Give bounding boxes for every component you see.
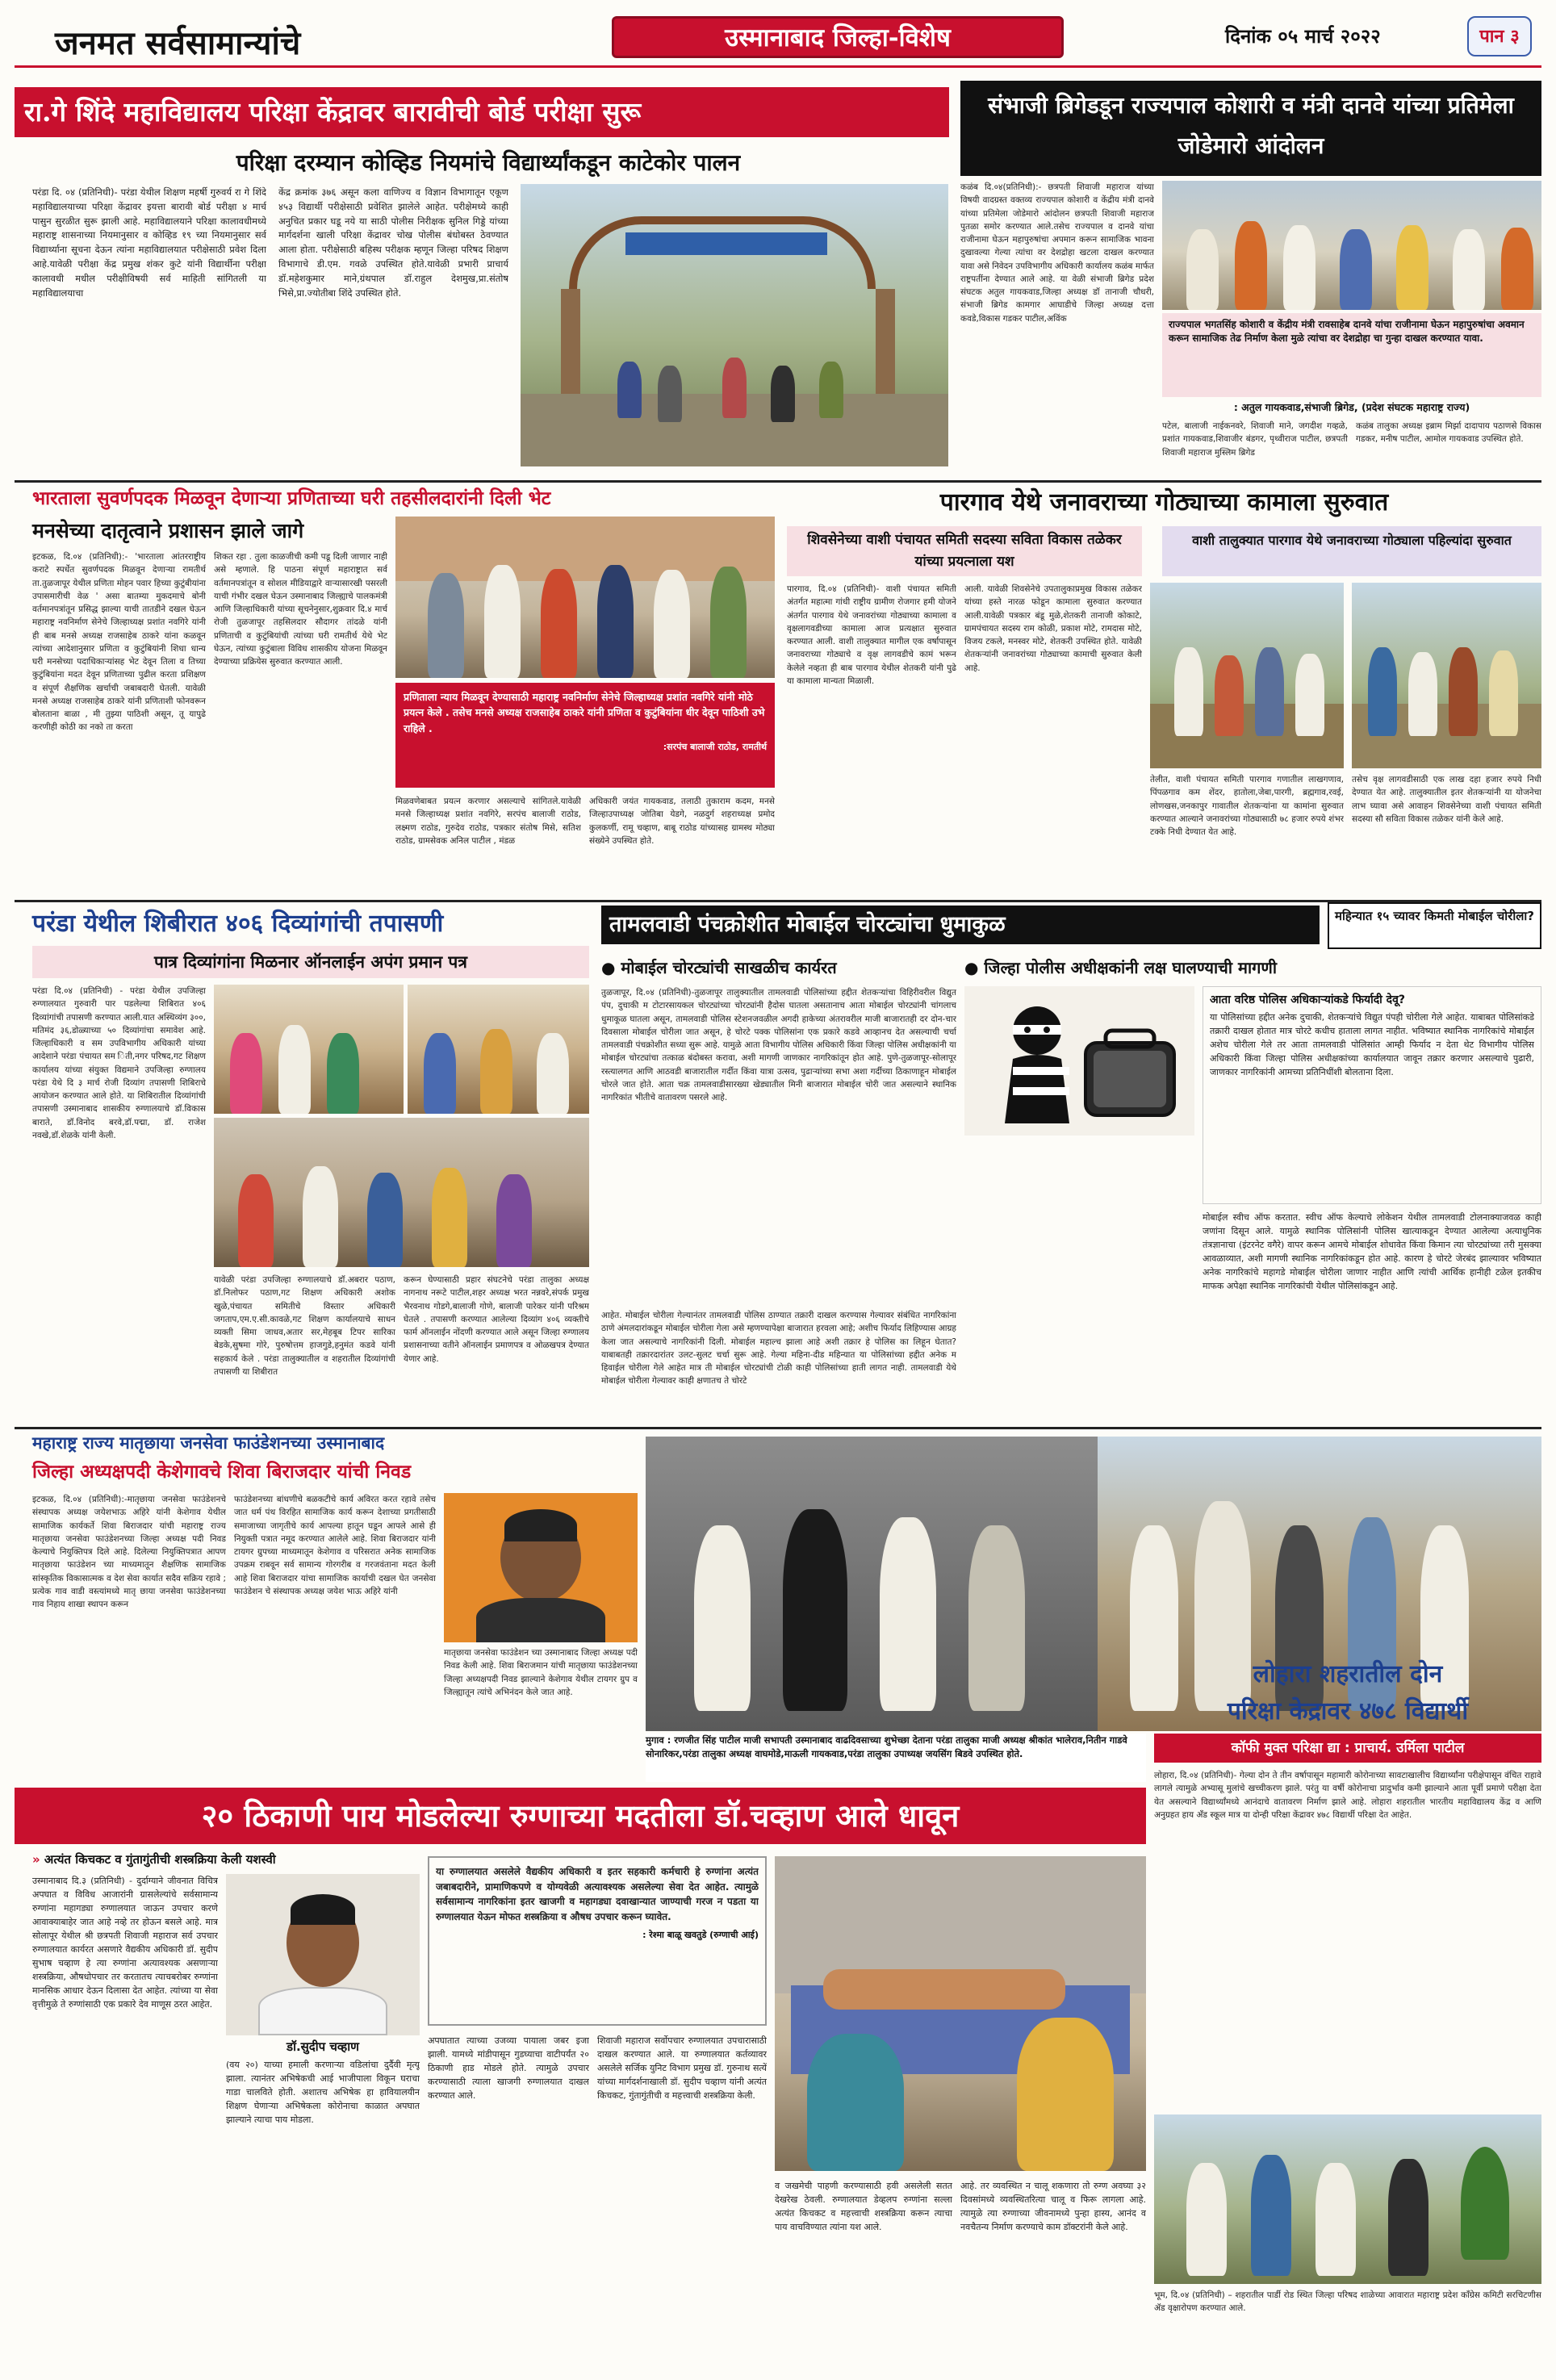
story3-credit: :सरपंच बालाजी राठोड, रामतीर्थ [663,742,767,753]
story1-subhead: परिक्षा दरम्यान कोव्हिड नियमांचे विद्यार्थ्यांकडून काटेकोर पालन [236,149,741,176]
story5-subhead: पात्र दिव्यांगांना मिळनार ऑनलाईन अपंग प्रमान पत्र [154,952,467,972]
story3-caption-box [395,683,775,788]
story6-box-title: आता वरिष्ठ पोलिस अधिकाऱ्यांकडे फिर्यादी देवू? [1210,993,1406,1006]
story7-portrait [444,1493,638,1642]
story3-photo-visit [395,517,775,678]
divider-2 [15,900,1541,902]
story1-photo-exam-gate [521,184,948,466]
story4-col2: आली. यावेळी शिवसेनेचे उपतालुकाप्रमुख विकास तळेकर यांच्या हस्ते नारळ फोडून कामाला सुरुवात करण्यात आली.यावेळी पत्रकार बंडू मुळे,शेतकरी तानाजी कोकाटे, ग्रामपंचायत सदस्य राम कोळी, प्रकाश मोटे, रामदास मोटे, विजय टकले, मनस्वर मोटे, शेतकरी उपस्थित होते. यावेळी शेतकऱ्यांनी जनावरांच्या गोठ्याच्या कामाची सुरुवात केली आहे. [964,584,1142,673]
story5-photo-camp-1 [214,985,404,1114]
story4-photo-right [1352,583,1541,768]
story2-quote: : अतुल गायकवाड,संभाजी ब्रिगेड, (प्रदेश संघटक महाराष्ट्र राज्य) [1233,401,1470,413]
story2-headline-text: संभाजी ब्रिगेडडून राज्यपाल कोशारी व मंत्री दानवे यांच्या प्रतिमेला जोडेमारो आंदोलन [988,92,1514,159]
story3-col2: शिकत रहा . तुला काळजीची कमी पडू दिली जाणार नाही असे म्हणाले. हि पाठना संपूर्ण महाराष्ट्रात सर्व वर्तमानपत्रांतून व सोशल मीडियाद्वारे वाऱ्यासारखी पसरली याची गंभीर दखल घेऊन उस्मानाबाद जिल्ह्याचे पालकमंत्री आणि जिल्हाधिकारी यांच्या सूचनेनुसार,शुक्रवार दि.४ मार्च रोजी तुळजापूर तहसिलदार सौदागर तांदळे यांनी प्रणिताची व कुटुंबियांची त्यांच्या घरी रामतीर्थ येथे भेट घेऊन, त्यांच्या कुटुंबाला विविध शासकीय योजना मिळवून देण्याच्या प्रक्रियेस सुरुवात करण्यात आली. [214,552,387,667]
story1-col1: परंडा दि. ०४ (प्रतिनिधी)- परंडा येथील शिक्षण महर्षी गुरुवर्य रा गे शिंदे महाविद्यालयाच्या परिक्षा केंद्रावर इयत्ता बारावी बोर्ड परीक्षा ४ मार्च पासुन सुरळीत सुरू झाली आहे. महाविद्यालयाने परिक्षा कालावधीमध्ये महाराष्ट्र शासनाच्या नियमानुसार व कोव्हिड १९ च्या नियमानुसार सर्व विद्यार्थ्याना सूचना देऊन त्यांना महाविद्यालयात परीक्षेसाठी प्रवेश दिला आहे.यावेळी परीक्षा केंद्र प्रमुख शंकर कुटे यांनी विद्यार्थीना परीक्षा कालावधी मधील परीक्षीविषयी सर्व माहिती सांगितली या महाविद्यालयाचा [32,186,266,299]
story9-kicker [32,1851,420,1868]
story9-col2: (वय २०) याच्या हमाली करणाऱ्या वडिलांचा दुर्दैवी मृत्यू झाला. त्यानंतर अभिषेकची आई भाजीपाला विकून घराचा गाडा चालविते होती. अशातच अभिषेक हा हावियालयीन शिक्षण घेणाऱ्या अभिषेकला कोरोनाचा काळात अपघात झाल्याने त्याचा पाय मोडला. [226,2060,420,2126]
divider-1 [15,480,1541,483]
story9-box-credit: : रेश्मा बाळू खवतुडे (रुग्णाची आई) [642,1930,759,1941]
story6-thief-illustration [964,986,1194,1136]
story9-box [428,1856,767,2026]
divider-3 [15,1427,1541,1429]
story8-col: लोहारा, दि.०४ (प्रतिनिधी)- गेल्या दोन ते तीन वर्षापासून महामारी कोरोनाच्या सावटाखालीच विद्यार्थ्यांना परीक्षेपासून वंचित राहावे लागले त्यामुळे अभ्यासू मुलांचे खच्चीकरण झाले. परंतु या वर्षी कोरोनाचा प्रादुर्भाव कमी झाल्याने आता पूर्वी प्रमाणे परीक्षा देता येत असल्याने विद्यार्थ्यांमध्ये आनंदाचे वातावरण निर्माण झाले आहे. लोहारा शहरातील भारतीय महाविद्यालय केंद्र व आणि अनुग्रहत हाय अँड स्कूल मात्र या दोन्ही परिक्षा केंद्रावर ४७८ विद्यार्थी परिक्षा देत आहेत. [1154,1771,1541,1820]
story9-kicker-text: अत्यंत किचकट व गुंतागुंतीची शस्त्रक्रिया केली यशस्वी [44,1852,276,1867]
story7-col1: इटकळ, दि.०४ (प्रतिनिधी):-मातृछाया जनसेवा फाउंडेशनचे संस्थापक अध्यक्ष जयेशभाऊ अहिरे यांनी केशेगाव येथील सामाजिक कार्यकर्ते शिवा बिराजदार यांची महाराष्ट्र राज्य मातृछाया जनसेवा फाउंडेशनच्या जिल्हा अध्यक्ष पदी निवड केल्याचे नियुक्तिपत्र दिले आहे. दिलेल्या नियुक्तिपत्रात आपण मातृछाया फाउंडेशन च्या माध्यमातून शैक्षणिक सामाजिक सांस्कृतिक विकासात्मक व देश सेवा कार्यात सदैव सक्रिय रहावे ; प्रत्येक गाव वाडी वस्त्यांमध्ये मातृ छाया जनसेवा फाउंडेशनच्या गाव निहाय शाखा स्थापन करून [32,1495,226,1610]
story9-doctor-portrait [226,1874,420,2035]
story5-col3: करून घेण्यासाठी प्रहार संघटनेचे परंडा तालुका अध्यक्ष नागनाथ नरूटे पाटील,शहर अध्यक्ष भरत नन्नवरे,संपर्क प्रमुख भैरवनाथ गोडगे,बालाजी गोणे, बालाजी पारेकर यांनी परिश्रम घेतले . तपासणी करण्यात आलेल्या दिव्यांग ४०६ व्यक्तीचे फार्म ऑनलाईन नोंदणी करण्यात आले असून जिल्हा रुग्णालय प्रशासनाच्या वतीने ऑनलाईन प्रमाणपत्र व ओळखपत्र देण्यात येणार आहे. [404,1275,589,1364]
thief-icon [964,986,1194,1136]
story4-caption-right: तसेच वृक्ष लागवडीसाठी एक लाख दहा हजार रुपये निधी देण्यात येत आहे. तालुक्यातील इतर शेतकऱ्यांनी या योजनेचा लाभ घ्यावा असे आवाहन शिवसेनेच्या वाशी पंचायत समिती सदस्या सौ सविता विकास तळेकर यांनी केले आहे. [1352,775,1541,824]
story5-photo-camp-2 [408,985,589,1114]
story9-headline-text: २० ठिकाणी पाय मोडलेल्या रुग्णाच्या मदतीला डॉ.चव्हाण आले धावून [201,1797,960,1834]
story6-side-box [1328,902,1541,949]
story9-col1: उस्मानाबाद दि.३ (प्रतिनिधी) - दुर्दाग्याने जीवनात विचित्र अपघात व विविध आजारांनी ग्रासलेल्यांचे सर्वसामान्य रुग्णांना महागड्या रुग्णालयात जाऊन उपचार करणे आवाक्याबाहेर जात आहे नव्हे तर होऊन बसले आहे. मात्र सोलापूर येथील श्री छत्रपती शिवाजी महाराज सर्व उपचार रुग्णालयात कार्यरत असणारे वैद्यकीय अधिकारी डॉ. सुदीप सुभाष चव्हाण हे त्या रुग्णांना अत्यावश्यक असणाऱ्या शस्त्रक्रिया, औषधोपचार तर करतातच त्याचबरोबर रुग्णांना मानसिक आधार देऊन दिलासा देत आहेत. त्यांच्या या सेवा वृत्तीमुळे ते रुग्णांसाठी एक प्रकारे देव माणूस ठरत आहेत. [32,1876,218,2010]
masthead [15,8,1541,68]
story9-headline [15,1788,1146,1844]
story9-col3: अपघातात त्याच्या उजव्या पायाला जबर इजा झाली. यामध्ये मांडीपासून गुडघ्याचा वाटीपर्यंत २० ठिकाणी हाड मोडले होते. त्यामुळे उपचार करण्यासाठी त्याला खाजगी रुग्णालयात दाखल करण्यात आले. [428,2035,589,2102]
story6-col3: मोबाईल स्वीच ऑफ करतात. स्वीच ऑफ केल्याचे लोकेशन येथील तामलवाडी टोलनाक्याजवळ काही जणांना दिसून आले. यामुळे स्थानिक पोलिसांनी पोलिस खात्याकडून देण्यात आलेल्या अत्याधुनिक तंत्रज्ञानाचा (इंटरनेट वगैरे) वापर करून आमचे मोबाईल शोधावेत किंवा किमान त्या चोरट्यांच्या तरी मुसक्या आवळाव्यात, अशी मागणी स्थानिक नागरिकांकडून होत आहे. कारण हे चोरटे जेरबंद झाल्यावर भविष्यात अनेक नागरिकांचे महागडे मोबाईल चोरीला जाणार नाहीत आणि त्यांची आर्थिक हानीही टळेल इतकीच माफक अपेक्षा स्थानिक नागरिकांची येथील पोलिसांकडून आहे. [1203,1212,1541,1292]
story1-col2: केंद्र क्रमांक ३७६ असून कला वाणिज्य व विज्ञान विभागातून एकूण ४५३ विद्यार्थी परीक्षेसाठी प्रवेशित झालेले आहेत. परीक्षेमध्ये काही अनुचित प्रकार घडू नये या साठी पोलीस निरीक्षक सुनिल गिड्डे यांच्या मार्गदर्शना खाली परिक्षा केंद्रावर चोख पोलीस बंधोबस्त ठेवण्यात आला होता. परीक्षेसाठी बहिस्थ परीक्षक म्हणून जिल्हा परिषद शिक्षण विभागाचे डी.एम. गवळे उपस्थित होते.यावेळी प्रभारी प्राचार्य डॉ.महेशकुमार माने,ग्रंथपाल डॉ.राहुल देशमुख,प्रा.संतोष भिसे,प्रा.ज्योतीबा शिंदे उपस्थित होते. [278,186,508,299]
story6-headline-text: तामलवाडी पंचक्रोशीत मोबाईल चोरट्यांचा धुमाकुळ [609,912,1006,937]
story1-headline [15,87,949,137]
story6-box-text: या पोलिसांच्या हद्दीत अनेक दुचाकी, शेतकऱ्यांचे विद्युत पंपही चोरीला गेले आहेत. याबाबत पोलिसांकडे तक्रारी दाखल होतात मात्र चोरटे कधीच हाताला लागत नाहीत. भविष्यात स्थानिक नागरिकांचे मोबाईल अशेच चोरीला गेले तर आता तामलवाडी पोलिसांत आम्ही फिर्याद न देता थेट विभागीय पोलिस अधिकारी किंवा जिल्हा पोलिस अधीक्षकांच्या कार्यालयात जावून तक्रार करणार असल्याचे पुढारी, जाणकार नागरिकांनी आमच्या प्रतिनिधींशी बोलताना दिला. [1210,1012,1534,1078]
story2-photo-protest [1162,181,1541,310]
story3-subhead: मनसेच्या दातृत्वाने प्रशासन झाले जागे [32,519,304,542]
story2-caption: राज्यपाल भगतसिंह कोशारी व केंद्रीय मंत्री रावसाहेब दानवे यांचा राजीनामा घेऊन महापुरुषांचा अवमान करून सामाजिक तेढ निर्माण केला मुळे त्यांचा वर देशद्रोहा चा गुन्हा दाखल करण्यात यावा. [1169,319,1525,345]
story9-col4: शिवाजी महाराज सर्वोपचार रुग्णालयात उपचारासाठी दाखल करण्यात आले. या रुग्णालयात कर्तव्यावर असलेले सर्जिक युनिट विभाग प्रमुख डॉ. गुरुनाथ सत्यें यांच्या मार्गदर्शनाखाली डॉ. सुदीप चव्हाण यांनी अत्यंत किचकट, गुंतागुंतीची व महत्त्वाची शस्त्रक्रिया केली. [597,2035,767,2102]
story6-col2b [964,1140,1194,1422]
story8-headline-l1: लोहारा शहरातील दोन [1253,1660,1443,1688]
story8-subhead [1154,1734,1541,1763]
story5-photo-camp-3 [214,1118,589,1267]
section-title: उस्मानाबाद जिल्हा-विशेष [725,23,951,52]
story6-bullet2 [964,956,1541,978]
story6-col1: तुळजापूर, दि.०४ (प्रतिनिधी)-तुळजापूर तालुक्यातील तामलवाडी पोलिसांच्या हद्दीत शेतकऱ्यांचा विहिरीवरील विद्युत पंप, दुचाकी म टोटारसायकल चोरट्यांच्या चोरट्यांनी हैदोस घातला असतानाच आता मोबाईल चोरट्यांनी चांगलाच धुमाकूळ घातला असून, तामलवाडी पोलिस स्टेशनजवळील अगदी हाकेच्या अंतरावरील माजी बाजारातही दर दोन-चार दिवसाला मोबाईल चोरीला जात असून, हे चोरटे पक्क पोलिसांना एक प्रकारे कडवे आव्हानच देत असल्याची चर्चा तामलवाडी पंचक्रोशीत सध्या सुरू आहे. यामुळे आता विभागीय पोलिस अधिकारी किंवा जिल्हा पोलिस अधीक्षकांनी या मोबाईल चोरट्यांचा तत्काळ बंदोबस्त करावा, अशी मागणी जाणकार नागरिकांतून होत आहे. पुणे-तुळजापूर-सोलापूर रस्त्यालगत आणि आठवडी बाजारातील गर्दीत किंवा यात्रा उत्सव, पुढाऱ्यांच्या सभा अशा गर्दीच्या ठिकाणाहून मोबाईल चोरले जात होते. आता चक्र तामलवाडीसारख्या खेड्यातील मिनी बाजारात मोबाईल चोरी जात असल्याने स्थानिक नागरिकांत भीतीचे वातावरण पसरले आहे. [601,988,956,1103]
story8-photo-tree [1154,2114,1541,2284]
story3-caption: प्रणिताला न्याय मिळवून देण्यासाठी महाराष्ट्र नवनिर्माण सेनेचे जिल्हाध्यक्ष प्रशांत नवगिरे यांनी मोठे प्रयत्न केले . तसेच मनसे अध्यक्ष राजसाहेब ठाकरे यांनी प्रणिता व कुटुंबियांना धीर देवून पाठिशी उभे राहिले . [404,691,765,734]
story4-box-right-text: वाशी तालुक्यात पारगाव येथे जनावराच्या गोठ्याला पहिल्यांदा सुरुवात [1192,533,1512,548]
story2-caption-box [1162,313,1541,397]
story2-bottom-left: पटेल, बालाजी नाईकनवरे, शिवाजी माने, जगदीश गव्हळे, प्रशांत गायकवाड,शिवाजीर बंडगर, पृथ्वीराज पाटील, छत्रपती शिवाजी महाराज मुस्लिम ब्रिगेड [1162,421,1348,458]
story3-col4: अधिकारी जयंत गायकवाड, तलाठी तुकाराम कदम, मनसे जिल्हाउपाध्यक्ष जोतिबा येडगे, नळदुर्ग शहराध्यक्ष प्रमोद कुलकर्णी, रामू चव्हाण, बाबू राठोड यांच्यासह ग्रामस्थ मोठ्या संख्येने उपस्थित होते. [589,797,775,846]
story6-headline [601,906,1320,944]
page-number: पान ३ [1479,27,1520,47]
story7-headline-l2: जिल्हा अध्यक्षपदी केशेगावचे शिवा बिराजदार यांची निवड [32,1462,412,1483]
story2-col: कळंब दि.०४(प्रतिनिधी):- छत्रपती शिवाजी महाराज यांच्या विषयी वादग्रस्त वक्तव्य राज्यपाल कोशारी व केंद्रीय मंत्री दानवे यांच्या प्रतिमेला जोडेमारो आंदोलन छत्रपती शिवाजी महाराज पुतळा समोर करण्यात आले.तसेच राज्यपाल व दानवे यांचा राजीनामा घेऊन महापुरुषांचा अपमान करून सामाजिक भावना दुखावल्या गेल्या त्यांचा वर देशद्रोहा खटला दाखल करण्यात यावा असे निवेदन उपविभागीय अधिकारी कार्यालय कळंब मार्फत राष्ट्रपतींना देण्यात आले आहे. या वेळी संभाजी ब्रिगेड प्रदेश संघटक अतुल गायकवाड,जिल्हा अध्यक्ष डॉ तानाजी चौधरी, संभाजी ब्रिगेड कामगार आघाडीचे जिल्हा अध्यक्ष दत्ता कवडे,विकास गडकर पाटील,अविंक [960,182,1154,324]
story2-bottom-right: कळंब तालुका अध्यक्ष इब्राम मिर्झा दादापाय पठाणसे विकास गडकर, मनीष पाटील, आमोल गायकवाड उपस्थित होते. [1356,421,1541,445]
story5-subhead-bar [32,946,589,978]
story8-subhead-text: कॉफी मुक्त परिक्षा द्या : प्राचार्य. उर्मिला पाटील [1231,1740,1465,1756]
section-banner [612,16,1064,58]
story8-headline-l2: परिक्षा केद्रावर ४७८ विद्यार्थी [1227,1697,1469,1725]
story3-col3: मिळवणेबाबत प्रयत्न करणार असल्याचे सांगितले.यावेळी मनसे जिल्हाध्यक्ष प्रशांत नवगिरे, सरपंच बालाजी राठोड, लक्ष्मण राठोड, गुरुदेव राठोड, पत्रकार संतोष मिसे, सतिश राठोड, ग्रामसेवक अनिल पाटील , मंडळ [395,797,581,846]
story6-bullet1 [601,956,956,978]
page-number-badge [1467,16,1532,56]
bullet-dot-icon: ● [964,958,985,977]
double-chevron-icon: » [32,1852,44,1867]
issue-date: दिनांक ०५ मार्च २०२२ [1225,25,1381,48]
story8-caption: भूम, दि.०४ (प्रतिनिधी) – शहरातील पार्डी रोड स्थित जिल्हा परिषद शाळेच्या आवारात महाराष्ट्र प्रदेश काँग्रेस कमिटी सरचिटणीस ॲड वृक्षारोपण करण्यात आले. [1154,2290,1541,2314]
story6-bullet2-text: जिल्हा पोलीस अधीक्षकांनी लक्ष घालण्याची मागणी [984,958,1278,977]
story6-box [1203,986,1541,1204]
story6-side-box-text: महिन्यात १५ च्यावर किमती मोबाईल चोरीला? [1335,909,1534,923]
story6-col2: आहेत. मोबाईल चोरीला गेल्यानंतर तामलवाडी पोलिस ठाण्यात तक्रारी दाखल करण्यास गेल्यावर संबंधित नागरिकांना ठाणे अंमलदारांकडून मोबाईल चोरीला गेला असे म्हणण्यापेक्षा बाजारात हरवला आहे; अशीच फिर्याद लिहिण्यास आग्रह केला जात असल्याचे नागरिकांनी दिली. मोबाईल महाल्च झाला आहे अशी तक्रार हे पोलिस का लिहून घेतात? याबाबतही तक्रारदारांतर उलट-सुलट चर्चा सुरू आहे. गेल्या महिना-दीड महिन्यात या पोलिसांच्या हद्दीत अनेक म हिवाईल चोरीला गेले आहेत मात्र ती मोबाईल चोरट्यांची टोळी काही पोलिसांच्या हाती लागत नाही. तामलवाडी येथे मोबाईल चोरीला गेल्यावर काही क्षणातच ते चोरटे [601,1311,956,1387]
story3-kicker: भारताला सुवर्णपदक मिळवून देणाऱ्या प्रणिताच्या घरी तहसीलदारांनी दिली भेट [32,487,551,509]
story7-group-caption: मुगाव : रणजीत सिंह पाटील माजी सभापती उस्मानाबाद वाढदिवसाच्या शुभेच्छा देताना परंडा तालुका माजी अध्यक्ष श्रीकांत भालेराव,नितीन गाडवे सोनारिकर,परंडा तालुका अध्यक्ष वाघमोडे,माऊली गायकवाड,परंडा तालुका उपाध्यक्ष जयसिंग बिडवे उपस्थित होते. [646,1734,1127,1759]
story1-headline-text: रा.गे शिंदे महाविद्यालय परिक्षा केंद्रावर बारावीची बोर्ड परीक्षा सुरू [24,96,642,128]
story9-doctor-name: डॉ.सुदीप चव्हाण [287,2039,359,2054]
bullet-dot-icon: ● [601,958,621,977]
story7-col2: फाउंडेशनच्या बांधणीचे बळकटीचे कार्य अविरत करत रहावे तसेच जात धर्म पंथ विरहित सामाजिक कार्य करून देशाच्या प्रगतीसाठी समाजाच्या जागृतीचे कार्य आपल्या हातून घडून आपले आसे ही नियुक्ती पत्रात नमूद करण्यात आलेले आहे. शिवा बिराजदार यांनी टायगर ग्रुपच्या माध्यमातून केशेगाव व परिसरात अनेक सामाजिक उपक्रम राबवून सर्व सामान्य गोरगरीब व गरजवंताना मदत केली आहे शिवा बिराजदार यांचा सामाजिक कार्याची दखल घेत जनसेवा फाउंडेशन चे संस्थापक अध्यक्ष जयेश भाऊ अहिरे यांनी [234,1495,436,1596]
story5-headline: परंडा येथील शिबीरात ४०६ दिव्यांगांची तपासणी [32,910,444,938]
story4-headline: पारगाव येथे जनावराच्या गोठ्याच्या कामाला सुरुवात [939,488,1389,517]
story2-headline [960,81,1541,176]
story4-box-right [1162,526,1541,576]
story7-headline-l1: महाराष्ट्र राज्य मातृछाया जनसेवा फाउंडेशनच्या उस्मानाबाद [32,1433,385,1453]
story9-col6: आहे. तर व्यवस्थित न चालू शकणारा तो रुग्ण अवघ्या ३२ दिवसांमध्ये व्यवस्थितरित्या चालू व फिरू लागला आहे. त्यामुळे त्या रुग्णाच्या जीवनामध्ये पुन्हा हास्य, आनंद व नवचैतन्य निर्माण करण्याचे काम डॉक्टरांनी केले आहे. [960,2181,1146,2233]
story9-col5: व जखमेची पाहणी करण्यासाठी हवी असलेली सतत देखरेख ठेवली. रुग्णालयात डेव्हलप रुग्णांना सल्ला अत्यंत किचकट व महत्त्वाची शस्त्रक्रिया करून त्याचा पाय वाचविण्यात त्यांना यश आले. [775,2181,952,2233]
story4-col1: पारगाव, दि.०४ (प्रतिनिधी)- वाशी पंचायत समिती अंतर्गत महात्मा गांधी राष्ट्रीय ग्रामीण रोजगार हमी योजने अंतर्गत पारगाव येथे जनावरांच्या गोठ्याच्या कामाला व वृक्षलागवडीच्या कामाला आज प्रत्यक्षात सुरुवात करण्यात आली. वाशी तालुक्यात मागील एक वर्षापासून जनावराच्या गोठ्याचे व वृक्ष लागवडीचे कामं भरून केलेले नव्हता ही बाब पारगाव येथील शेतकरी यांनी पुढे या कामाला मान्यता मिळाली. [787,584,956,686]
story5-col2: यावेळी परंडा उपजिल्हा रुग्णालयाचे डॉ.अबरार पठाण, डॉ.निलोफर पठाण,गट शिक्षण अधिकारी अशोक खुळे,पंचायत समितीचे विस्तार अधिकारी जगताप,एम.ए.सी.कावळे,गट शिक्षण कार्यालयाचे साधन व्यक्ती सिमा जाधव,अतार सर,मेहबूब टिपर सारिका बेडके,सुषमा गोरे, पुरुषोत्तम हाजगुडे,हनुमंत कडवे यांनी सहकार्य केले . परंडा तालुक्यातील व शहरातील दिव्यांगांची तपासणी या शिबीरात [214,1275,395,1377]
story5-col1: परंडा दि.०४ (प्रतिनिधी) - परंडा येथील उपजिल्हा रुग्णालयात गुरुवारी पार पडलेल्या शिबिरात ४०६ दिव्यांगांची तपासणी करण्यात आली.यात अस्थिव्यंग ३००, मतिमंद ३६,डोळ्याच्या ५० दिव्यांगांचा समावेश आहे. जिल्हाधिकारी व सम उपविभागीय अधिकारी यांच्या आदेशाने परंडा पंचायत सम िती,नगर परिषद,गट शिक्षण कार्यालय यांच्या संयुक्त विद्यमाने उपजिल्हा रुग्णालय परंडा येथे दि ३ मार्च रोजी दिव्यांग तपासणी शिबिराचे आयोजन करण्यात आले होते. या शिबिरातील दिव्यांगांची तपासणी उस्मानाबाद शासकीय रुग्णालयाचे डॉ.विकास बाराते, डॉ.विनोद बरवे,डॉ.पद्मा, डॉ. राजेश नवखे,डॉ.शेळके यांनी केली. [32,986,206,1140]
story4-box-left-text: शिवसेनेच्या वाशी पंचायत समिती सदस्या सविता विकास तळेकर यांच्या प्रयत्नाला यश [807,532,1122,570]
story4-box-left [787,526,1142,576]
story4-caption-left: तेलीत, वाशी पंचायत समिती पारगाव गणातील लाखगणाव, पिंपळगाव कम शेंदर, हातोला,जेबा,पारगी, ब्रह्मगाव,रवई, लोणखस,जनकापुर गावातील शेतकऱ्यांना या कामांना सुरुवात करण्यात आल्याने जनावरांच्या गोठ्यासाठी ७८ हजार रुपये शंभर टक्के निधी देण्यात येत आहे. [1150,775,1344,838]
story4-photo-left [1150,583,1344,768]
story7-group-caption-box [646,1734,1146,1782]
story6-bullet1-text: मोबाईल चोरट्यांची साखळीच कार्यरत [621,958,837,977]
story3-col1: इटकळ, दि.०४ (प्रतिनिधी):- 'भारताला आंतरराष्ट्रीय कराटे स्पर्धेत सुवर्णपदक मिळवून देणाऱ्या रामतीर्थ ता.तुळजापूर येथील प्रणिता मोहन पवार हिच्या कुटुंबीयांना उपासमारीची वेळ ' असा बातम्या मुकदमाचे बोनी वर्तमानपत्रांतून प्रसिद्ध झाल्या याची तातडीने दखल घेऊन महाराष्ट्र नवनिर्माण सेनेचे जिल्हाध्यक्ष प्रशांत नवगिरे यांनी ही बाब मनसे अध्यक्ष राजसाहेब ठाकरे यांना कळवून त्यांच्या आदेशानुसार प्रणिता व कुटुंबियांनी शिधा धान्य घरी मनसेच्या पदाधिकाऱ्यांसह भेट देवून तिला व तिच्या कुटुंबियांना मदत देवून प्रणिताच्या पुढील करता प्रशिक्षण व संपूर्ण शैक्षणिक खर्चाची जबाबदारी घेतली. यावेळी मनसे अध्यक्ष राजसाहेब ठाकरे यांनी प्रणिताशी फोनवरून बोलताना बाळा , मी तुझ्या पाठिशी असून, तू यापुढे करणीही कोठी का नको ता करता [32,552,206,733]
story7-photo-caption: मातृछाया जनसेवा फाउंडेशन च्या उस्मानाबाद जिल्हा अध्यक्ष पदी निवड केली आहे. शिवा बिराजमान यांची मातृछाया फाउंडेशनच्या जिल्हा अध्यक्षपदी निवड झाल्याने केशेगाव येथील टायगर ग्रुप व जिल्ह्यातून त्यांचे अभिनंदन केले जात आहे. [444,1648,638,1697]
story9-photo-patient [775,1856,1146,2171]
story9-box-text: या रुग्णालयात असलेले वैद्यकीय अधिकारी व इतर सहकारी कर्मचारी हे रुग्णांना अत्यंत जबाबदारीने, प्रामाणिकपणे व योग्यवेळी अत्यावश्यक असलेल्या सेवा देत आहेत. त्यामुळे सर्वसामान्य नागरिकांना इतर खाजगी व महागड्या दवाखान्यात जाण्याची गरज न पडता या रुग्णालयात येऊन मोफत शस्त्रक्रिया व औषध उपचार करून घ्यावेत. [436,1866,759,1922]
paper-name: जनमत सर्वसामान्यांचे [55,24,301,62]
